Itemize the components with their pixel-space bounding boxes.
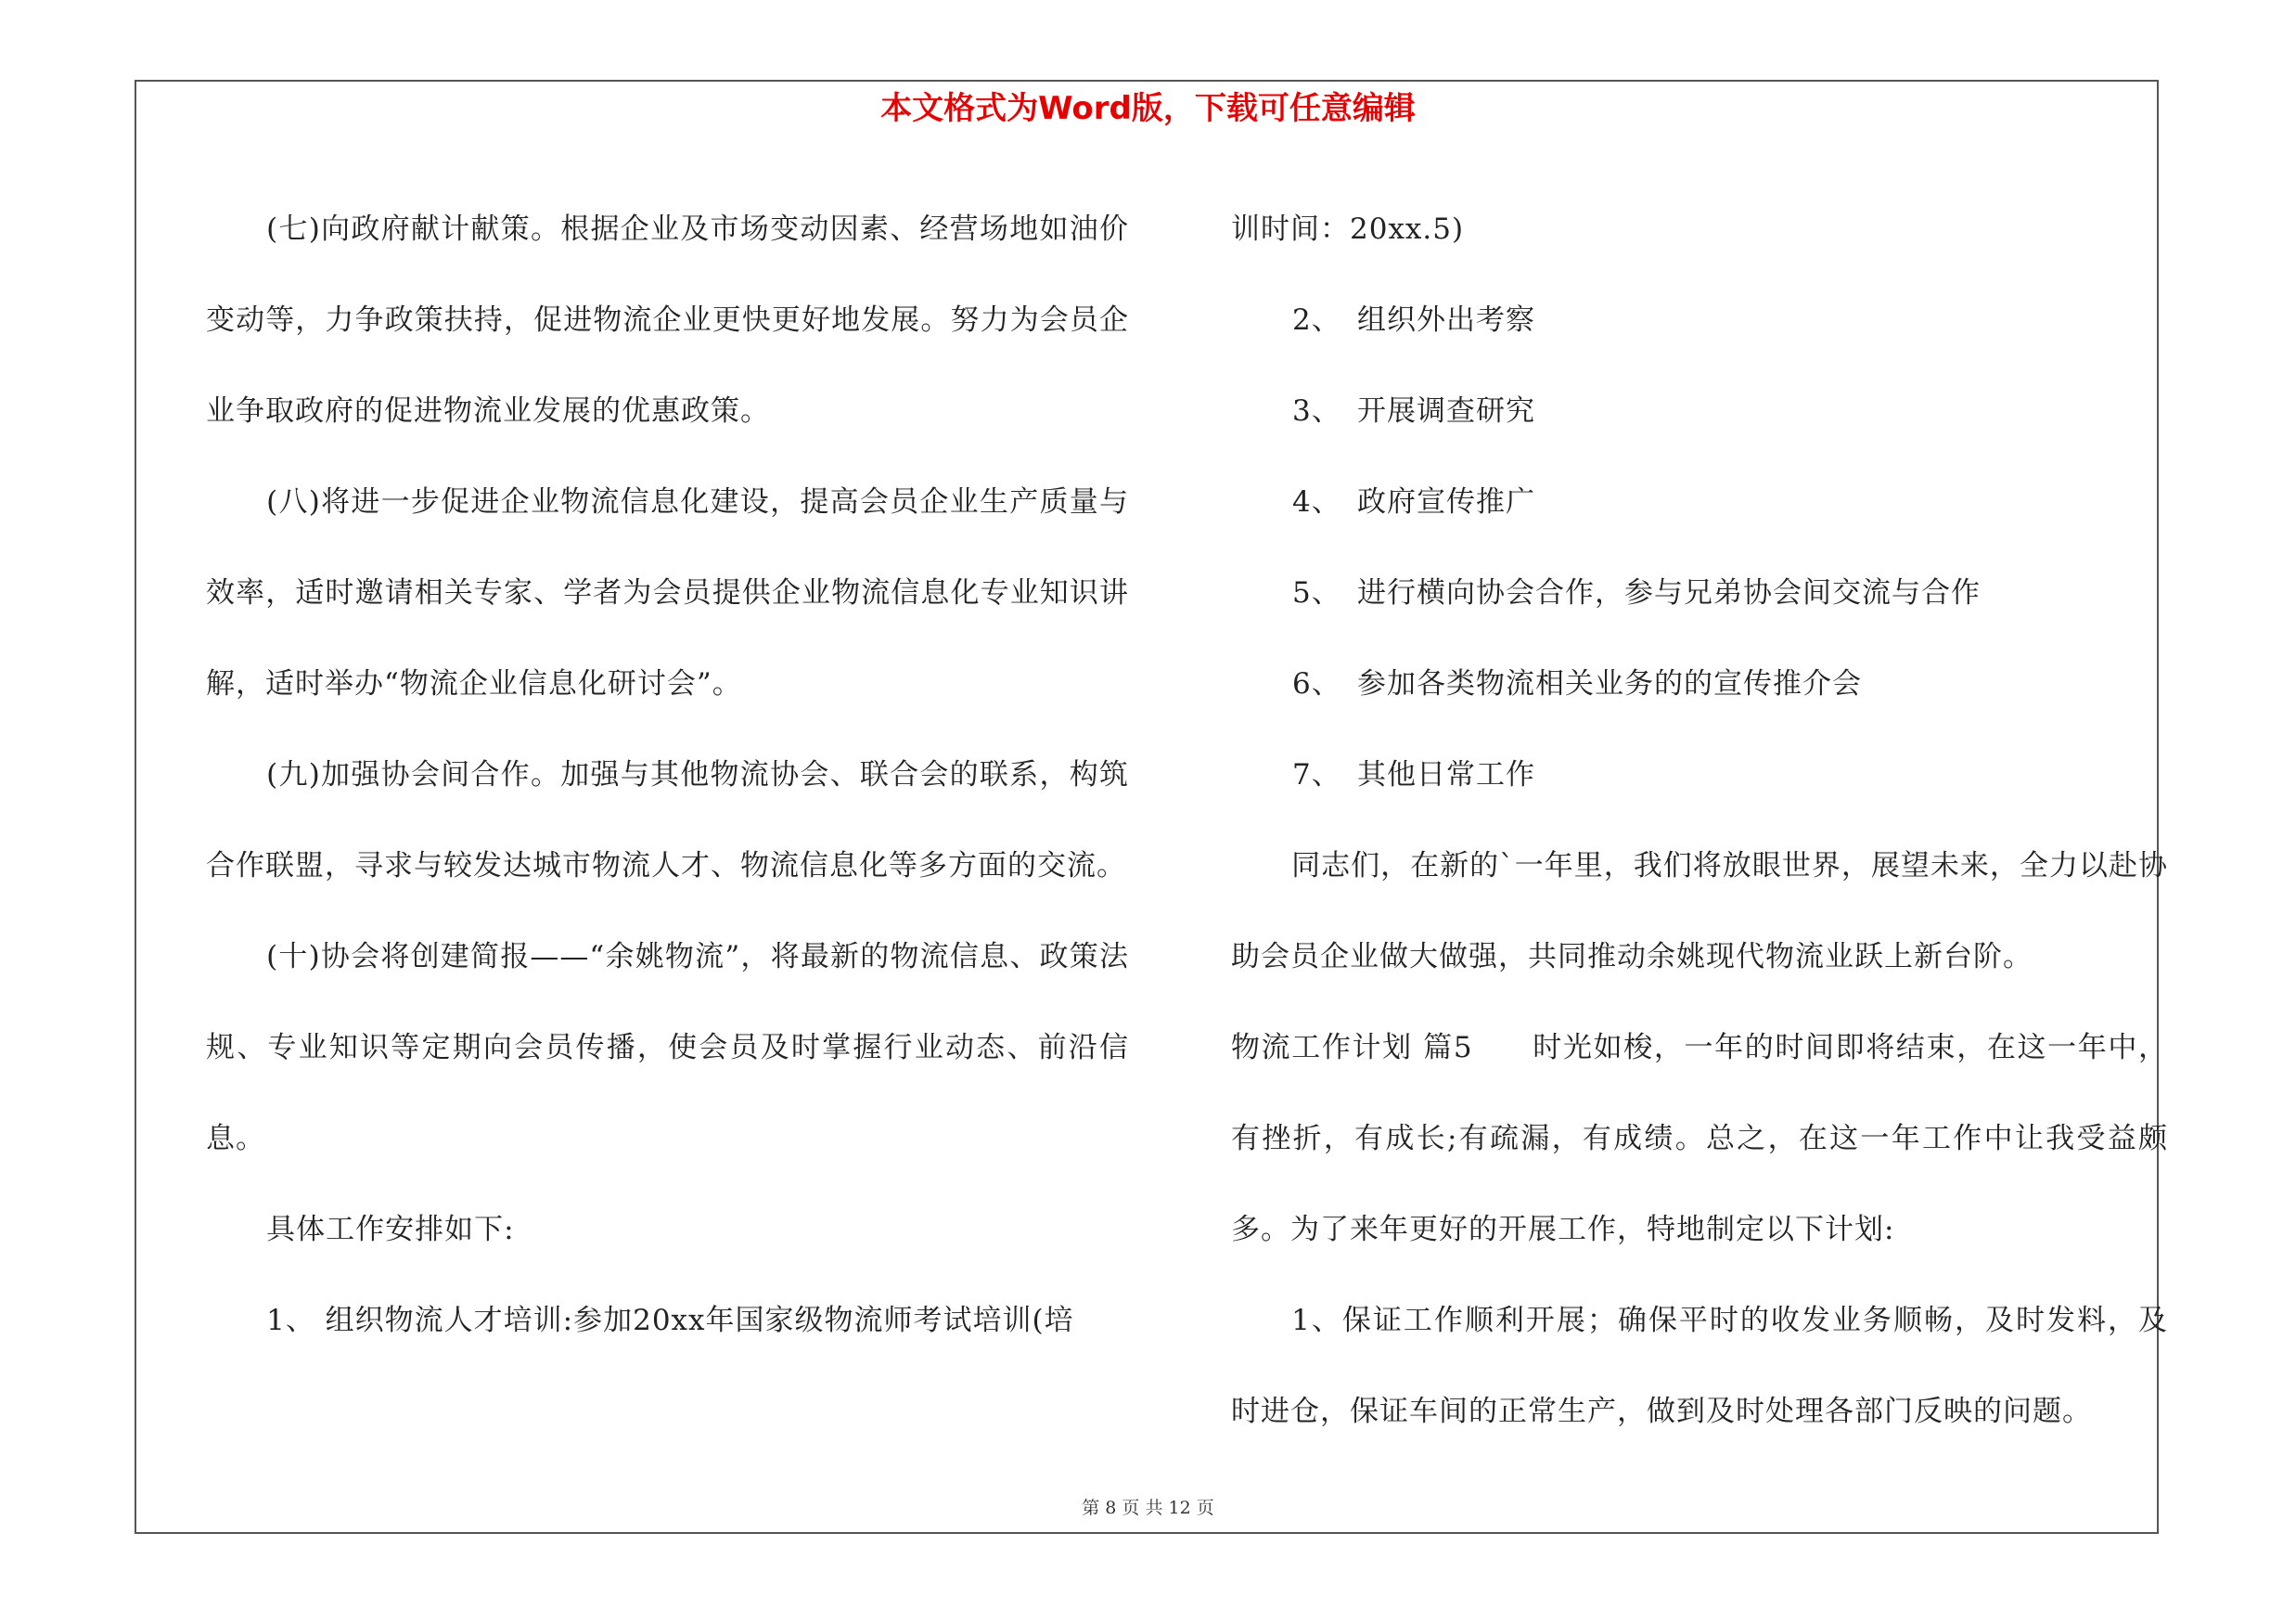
item-number: 2、: [1292, 303, 1341, 337]
paragraph-eight: (八)将进一步促进企业物流信息化建设，提高会员企业生产质量与效率，适时邀请相关专家、学者为会员提供企业物流信息化专业知识讲解，适时举办“物流企业信息化研讨会”。: [206, 485, 1129, 701]
list-item: [1231, 275, 2168, 366]
list-item: [1231, 457, 2168, 547]
banner-text: 本文格式为Word版，下载可任意编辑: [880, 90, 1416, 127]
item-text: 政府宣传推广: [1357, 485, 1535, 519]
section-intro: 时光如梭，一年的时间即将结束，在这一年中，有挫折，有成长;有疏漏，有成绩。总之，在这一年工作中让我受益颇多。为了来年更好的开展工作，特地制定以下计划:: [1231, 1031, 2169, 1246]
item-text: 其他日常工作: [1357, 758, 1535, 792]
paragraph-nine: (九)加强协会间合作。加强与其他物流协会、联合会的联系，构筑合作联盟，寻求与较发达城市物流人才、物流信息化等多方面的交流。: [206, 758, 1129, 882]
item-number: 6、: [1292, 667, 1341, 701]
paragraph-seven: (七)向政府献计献策。根据企业及市场变动因素、经营场地如油价变动等，力争政策扶持，促进物流企业更快更好地发展。努力为会员企业争取政府的促进物流业发展的优惠政策。: [206, 213, 1129, 428]
page-number-footer: 第 8 页 共 12 页: [1082, 1498, 1214, 1518]
closing-paragraph: 同志们，在新的`一年里，我们将放眼世界，展望未来，全力以赴协助会员企业做大做强，共同推动余姚现代物流业跃上新台阶。: [1231, 849, 2168, 973]
item-number: 3、: [1292, 394, 1341, 428]
item-text: 进行横向协会合作，参与兄弟协会间交流与合作: [1357, 576, 1981, 610]
item-text: 开展调查研究: [1357, 394, 1535, 428]
plan-item-one: 1、保证工作顺利开展；确保平时的收发业务顺畅，及时发料，及时进仓，保证车间的正常生产，做到及时处理各部门反映的问题。: [1231, 1304, 2168, 1428]
training-time-continuation: 训时间：20xx.5): [1231, 213, 1465, 246]
item-number: 4、: [1292, 485, 1341, 519]
item-text: 组织外出考察: [1357, 303, 1535, 337]
right-column: [1231, 184, 2168, 1457]
section-heading: 物流工作计划 篇5: [1231, 1031, 1473, 1064]
list-item: [1231, 366, 2168, 457]
word-format-banner: [0, 85, 2296, 132]
left-column: [206, 184, 1129, 1366]
paragraph-ten: (十)协会将创建简报——“余姚物流”，将最新的物流信息、政策法规、专业知识等定期向会员传播，使会员及时掌握行业动态、前沿信息。: [206, 940, 1129, 1155]
item-one-training: 1、 组织物流人才培训:参加20xx年国家级物流师考试培训(培: [266, 1304, 1074, 1337]
list-item: [1231, 547, 2168, 638]
item-number: 7、: [1292, 758, 1341, 792]
list-item: [1231, 638, 2168, 729]
item-text: 参加各类物流相关业务的的宣传推介会: [1357, 667, 1862, 701]
item-number: 5、: [1292, 576, 1341, 610]
section-five-paragraph: [1231, 1002, 2168, 1275]
work-arrangement-heading: 具体工作安排如下:: [266, 1213, 515, 1246]
list-item: [1231, 729, 2168, 820]
